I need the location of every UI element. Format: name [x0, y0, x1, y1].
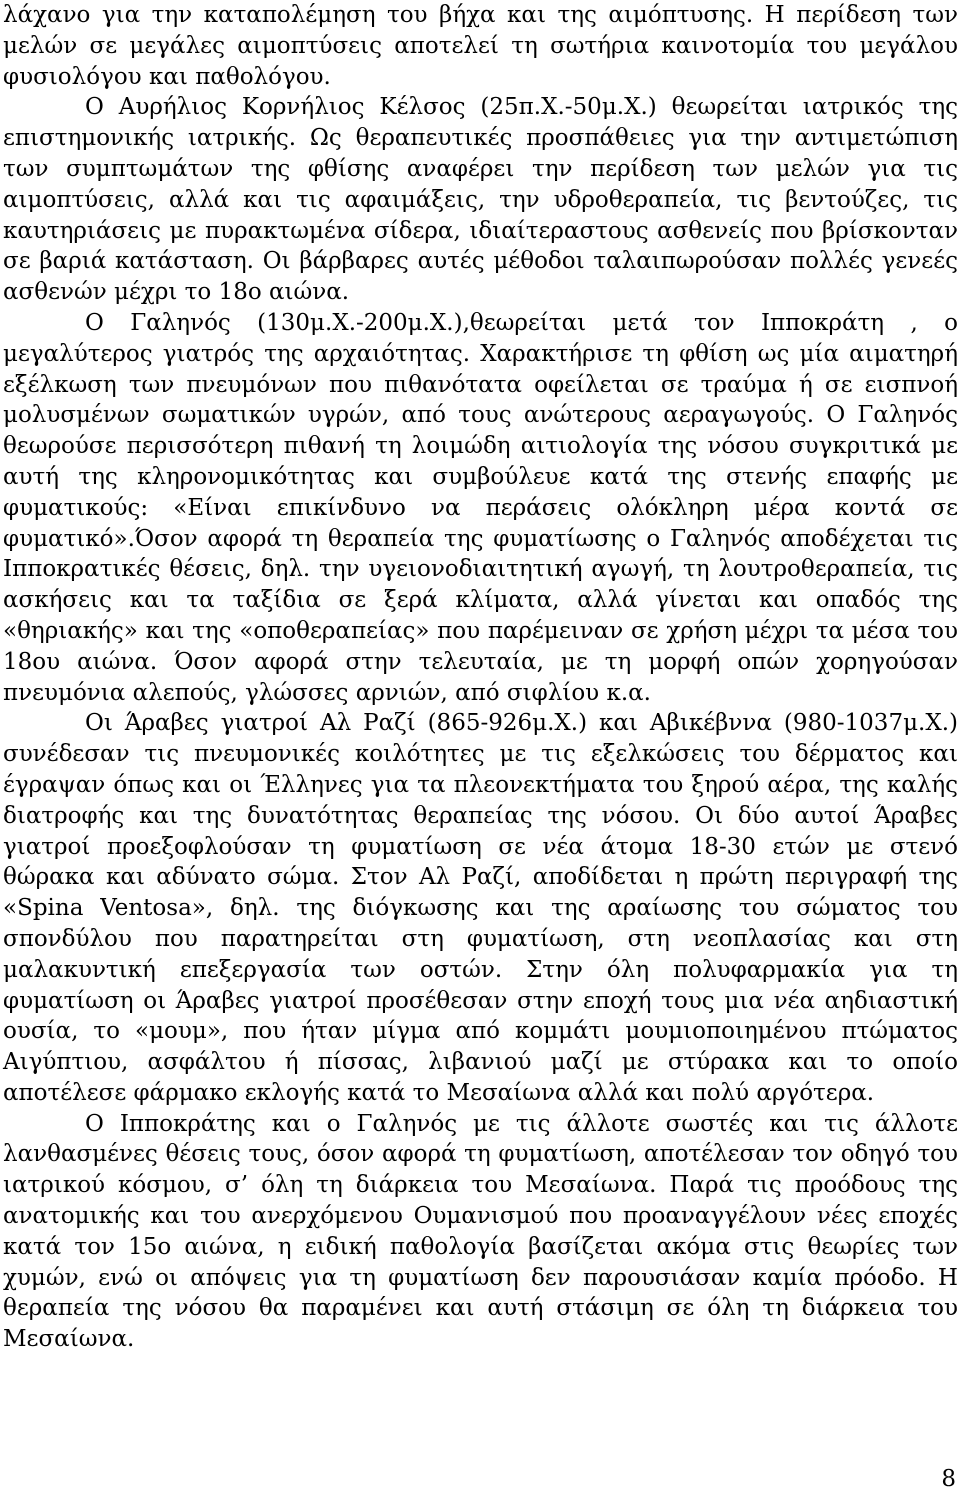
paragraph: λάχανο για την καταπολέμηση του βήχα και της αιμόπτυσης. Η περίδεση των μελών σε μεγάλες αιμοπτύσεις αποτελεί τη σωτήρια καινοτομία του μεγάλου φυσιολόγου και παθολόγου. — [3, 2, 958, 90]
paragraph: Οι Άραβες γιατροί Αλ Ραζί (865-926μ.Χ.) και Αβικέβννα (980-1037μ.Χ.) συνέδεσαν τις πνευμονικές κοιλότητες με τις εξελκώσεις του δέρματος και έγραψαν όπως και οι Έλληνες για τα πλεονεκτήματα του ξηρού αέρα, της καλής διατροφής και της δυνατότητας θεραπείας της νόσου. Οι δύο αυτοί Άραβες γιατροί προεξοφλούσαν τη φυματίωση σε νέα άτομα 18-30 ετών με στενό θώρακα και αδύνατο σώμα. Στον Αλ Ραζί, αποδίδεται η πρώτη περιγραφή της «Spina Ventosa», δηλ. της διόγκωσης και της αραίωσης του σώματος του σπονδύλου που παρατηρείται στη φυματίωση, στη νεοπλασίας και στη μαλακυντική επεξεργασία των οστών. Στην όλη πολυφαρμακία για τη φυματίωση οι Άραβες γιατροί προσέθεσαν στην εποχή τους μια νέα αηδιαστική ουσία, το «μουμ», που ήταν μίγμα από κομμάτι μουμιοποιημένου πτώματος Αιγύπτιου, ασφάλτου ή πίσσας, λιβανιού μαζί με στύρακα και το οποίο αποτέλεσε φάρμακο εκλογής κατά το Μεσαίωνα αλλά και πολύ αργότερα. — [3, 710, 958, 1106]
paragraph: Ο Αυρήλιος Κορνήλιος Κέλσος (25π.Χ.-50μ.Χ.) θεωρείται ιατρικός της επιστημονικής ιατρικής. Ως θεραπευτικές προσπάθειες για την αντιμετώπιση των συμπτωμάτων της φθίσης αναφέρει την περίδεση των μελών για τις αιμοπτύσεις, αλλά και τις αφαιμάξεις, την υδροθεραπεία, τις βεντούζες, τις καυτηριάσεις με πυρακτωμένα σίδερα, ιδιαίτεραστους ασθενείς που βρίσκονταν σε βαριά κατάσταση. Οι βάρβαρες αυτές μέθοδοι ταλαιπωρούσαν πολλές γενεές ασθενών μέχρι το 18ο αιώνα. — [3, 94, 958, 306]
paragraph: Ο Ιπποκράτης και ο Γαληνός με τις άλλοτε σωστές και τις άλλοτε λανθασμένες θέσεις τους, όσον αφορά τη φυματίωση, αποτέλεσαν τον οδηγό του ιατρικού κόσμου, σ’ όλη τη διάρκεια του Μεσαίωνα. Παρά τις προόδους της ανατομικής και του ανερχόμενου Ουμανισμού που προαναγγέλουν νέες εποχές κατά τον 15ο αιώνα, η ειδική παθολογία βασίζεται ακόμα στις θεωρίες των χυμών, ενώ οι απόψεις για τη φυματίωση δεν παρουσιάσαν καμία πρόοδο. Η θεραπεία της νόσου θα παραμένει και αυτή στάσιμη σε όλη τη διάρκεια του Μεσαίωνα. — [3, 1110, 958, 1353]
paragraph: Ο Γαληνός (130μ.Χ.-200μ.Χ.),θεωρείται μετά τον Ιπποκράτη , ο μεγαλύτερος γιατρός της αρχαιότητας. Χαρακτήρισε τη φθίση ως μία αιματηρή εξέλκωση των πνευμόνων που πιθανότατα οφείλεται σε τραύμα ή σε εισπνοή μολυσμένων σωματικών υγρών, από τους ανώτερους αεραγωγούς. Ο Γαληνός θεωρούσε περισσότερη πιθανή τη λοιμώδη αιτιολογία της νόσου συγκριτικά με αυτή της κληρονομικότητας και συμβούλευε κατά της στενής επαφής με φυματικούς: «Είναι επικίνδυνο να περάσεις ολόκληρη μέρα κοντά σε φυματικό».Όσον αφορά τη θεραπεία της φυματίωσης ο Γαληνός αποδέχεται τις Ιπποκρατικές θέσεις, δηλ. την υγειονοδιαιτητική αγωγή, τη λουτροθεραπεία, τις ασκήσεις και τα ταξίδια σε ξερά κλίματα, αλλά γίνεται και οπαδός της «θηριακής» και της «οποθεραπείας» που παρέμειναν σε χρήση μέχρι τα μέσα του 18ου αιώνα. Όσον αφορά στην τελευταία, με τη μορφή οπών χορηγούσαν πνευμόνια αλεπούς, γλώσσες αρνιών, από σιφλίου κ.α. — [3, 309, 958, 706]
document-body — [3, 0, 958, 1355]
page-number: 8 — [941, 1466, 956, 1492]
